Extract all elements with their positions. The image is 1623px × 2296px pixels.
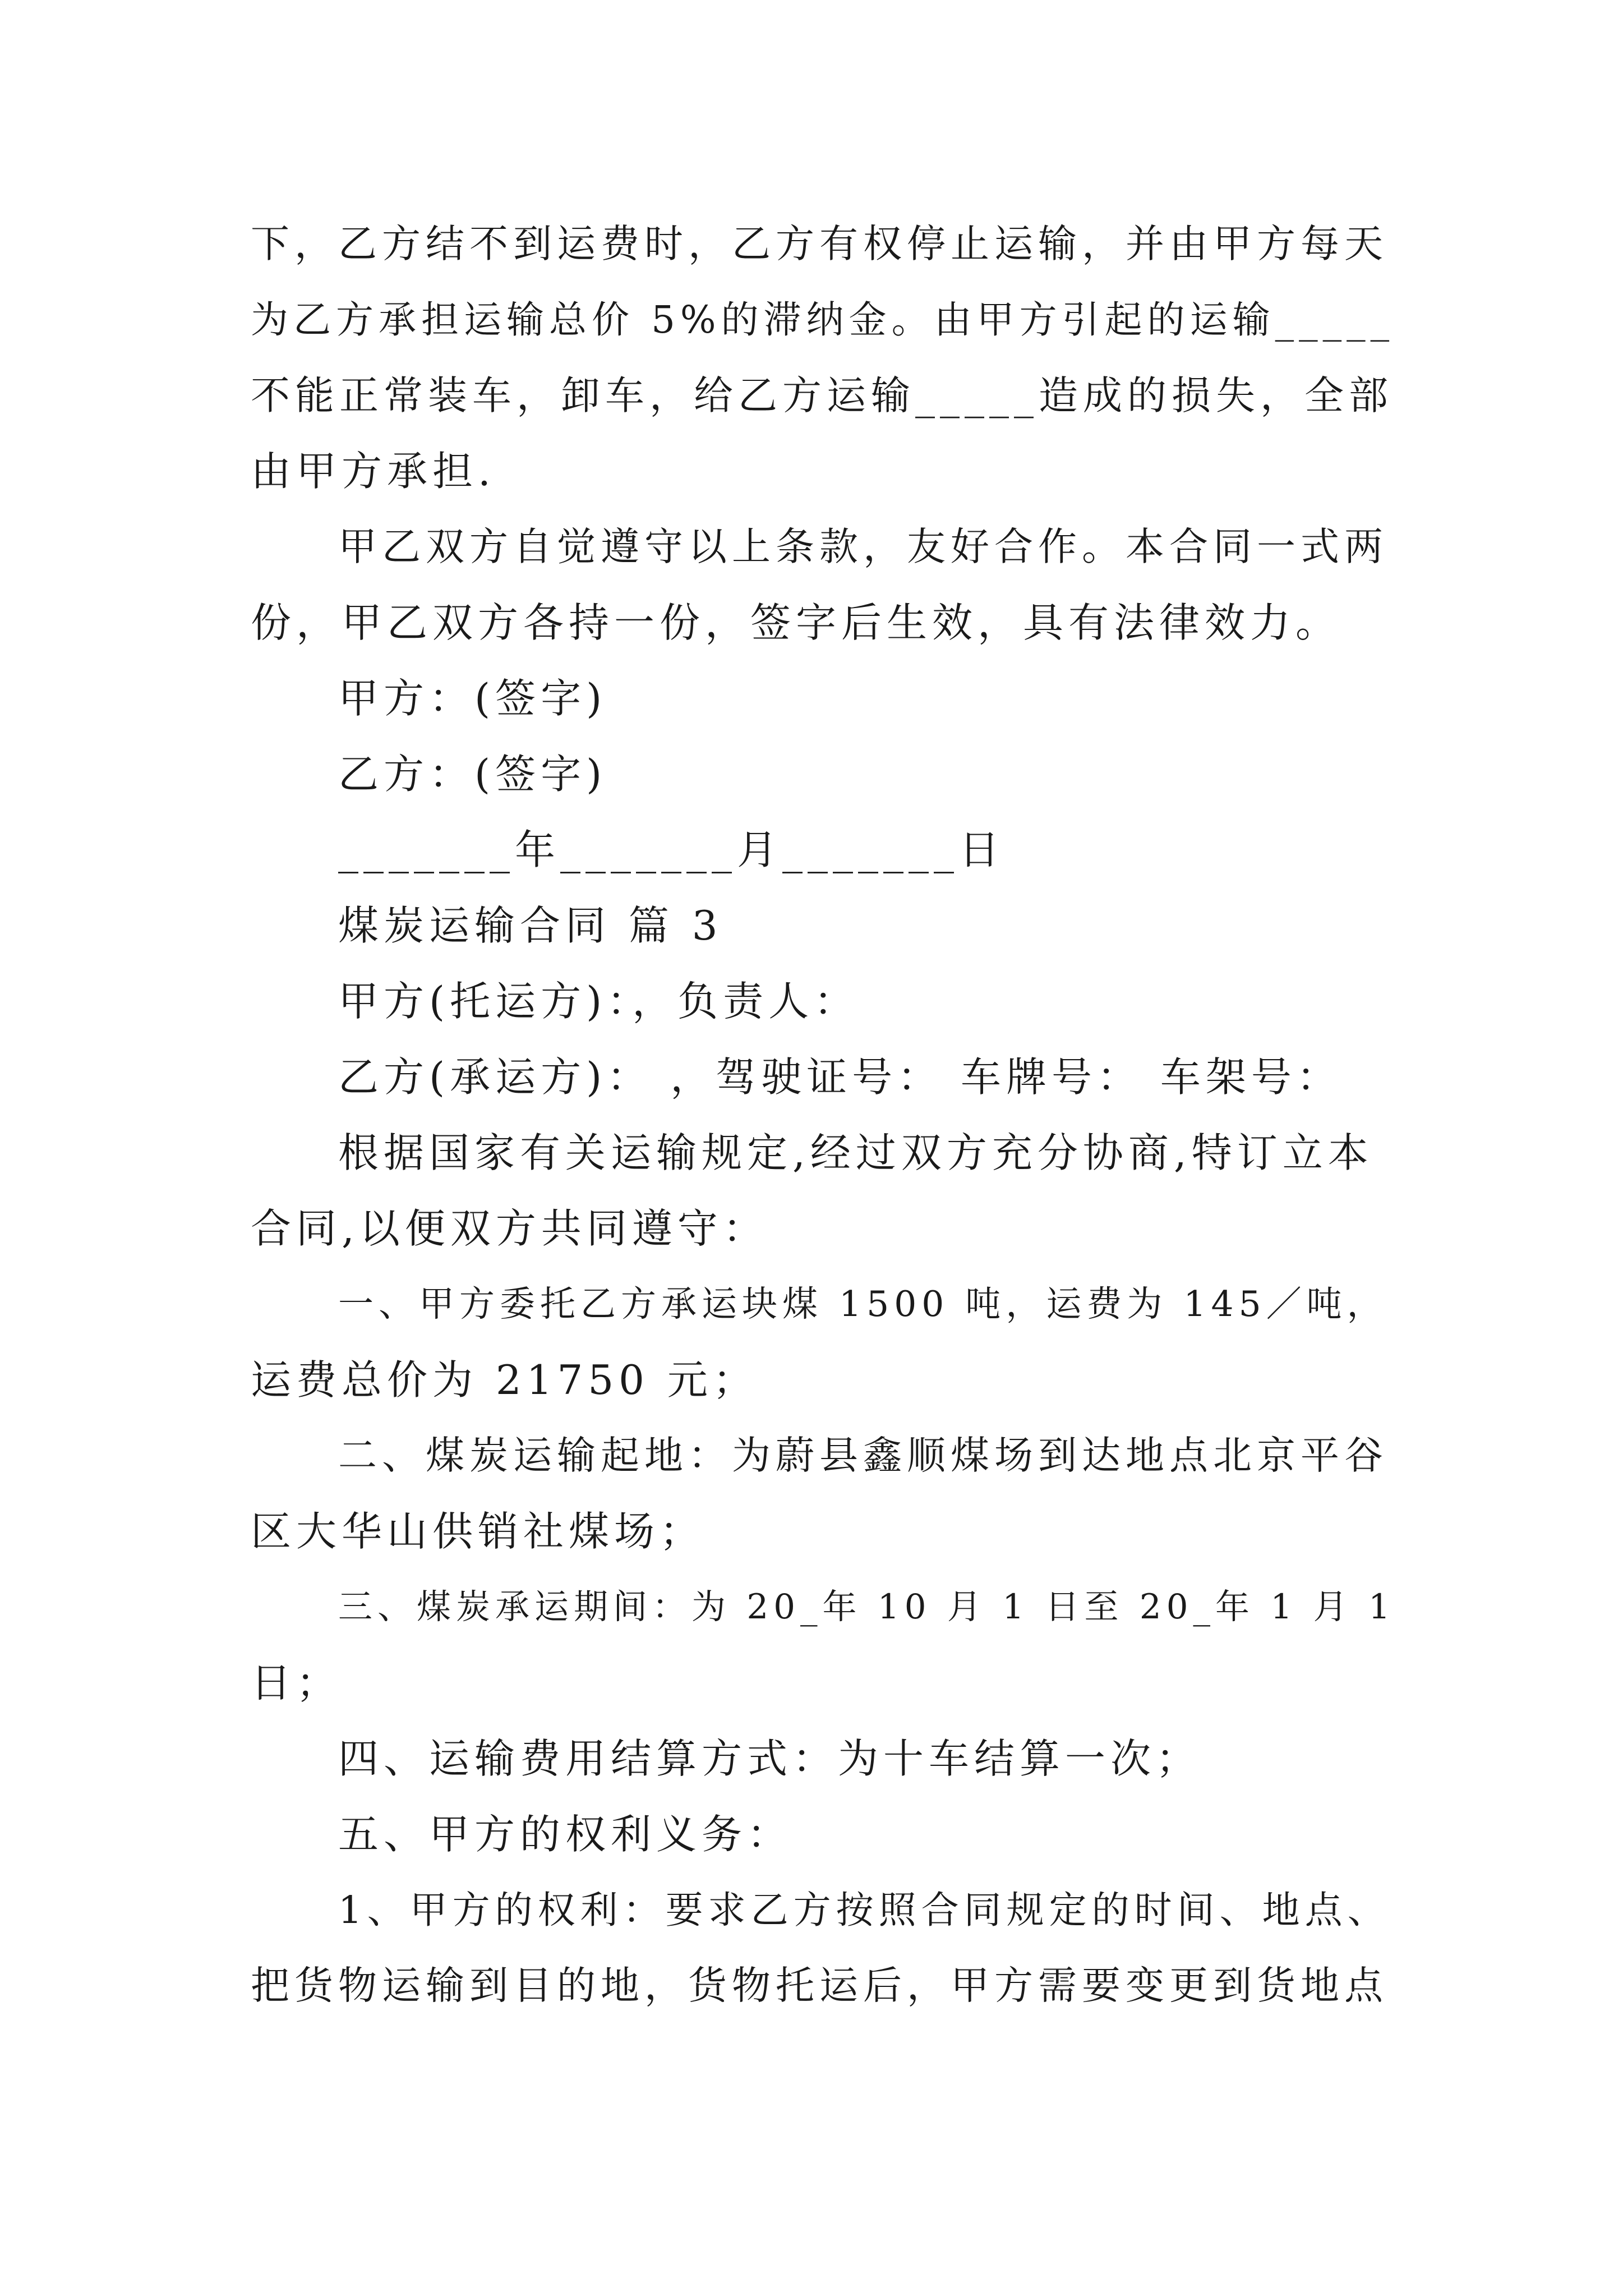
text-line: 乙方(承运方)： ，驾驶证号： 车牌号： 车架号： [338, 1053, 1342, 1101]
text-line: 下，乙方结不到运费时，乙方有权停止运输，并由甲方每天 [251, 222, 1388, 266]
text-line: 1、甲方的权利：要求乙方按照合同规定的时间、地点、 [338, 1888, 1390, 1932]
text-line: 把货物运输到目的地，货物托运后，甲方需要变更到货地点 [251, 1963, 1388, 2008]
text-line: 一、甲方委托乙方承运块煤 1500 吨，运费为 145／吨， [338, 1283, 1387, 1324]
date-line: _______年_______月_______日 [338, 826, 1004, 873]
text-line: 五、甲方的权利义务： [338, 1811, 793, 1858]
text-line: 合同,以便双方共同遵守： [251, 1205, 768, 1252]
section-title: 煤炭运输合同 篇 3 [338, 902, 723, 949]
text-line: 运费总价为 21750 元； [251, 1356, 758, 1404]
signature-line-party-b: 乙方：(签字) [338, 751, 607, 798]
text-line: 由甲方承担. [251, 448, 496, 495]
text-line: 四、运输费用结算方式：为十车结算一次； [338, 1735, 1202, 1782]
text-line: 甲乙双方自觉遵守以上条款，友好合作。本合同一式两 [338, 524, 1388, 569]
text-line: 日； [251, 1659, 342, 1706]
text-line: 为乙方承担运输总价 5%的滞纳金。由甲方引起的运输_____ [251, 298, 1395, 342]
text-line: 二、煤炭运输起地：为蔚县鑫顺煤场到达地点北京平谷 [338, 1433, 1388, 1478]
text-line: 三、煤炭承运期间：为 20_年 10 月 1 日至 20_年 1 月 1 [338, 1587, 1395, 1627]
signature-line-party-a: 甲方：(签字) [338, 675, 607, 722]
text-line: 甲方(托运方)：，负责人： [338, 978, 860, 1025]
text-line: 根据国家有关运输规定,经过双方充分协商,特订立本 [338, 1129, 1373, 1176]
text-line: 份，甲乙双方各持一份，签字后生效，具有法律效力。 [251, 599, 1341, 646]
text-line: 区大华山供销社煤场； [251, 1508, 706, 1555]
text-line: 不能正常装车，卸车，给乙方运输_____造成的损失，全部 [251, 372, 1393, 418]
